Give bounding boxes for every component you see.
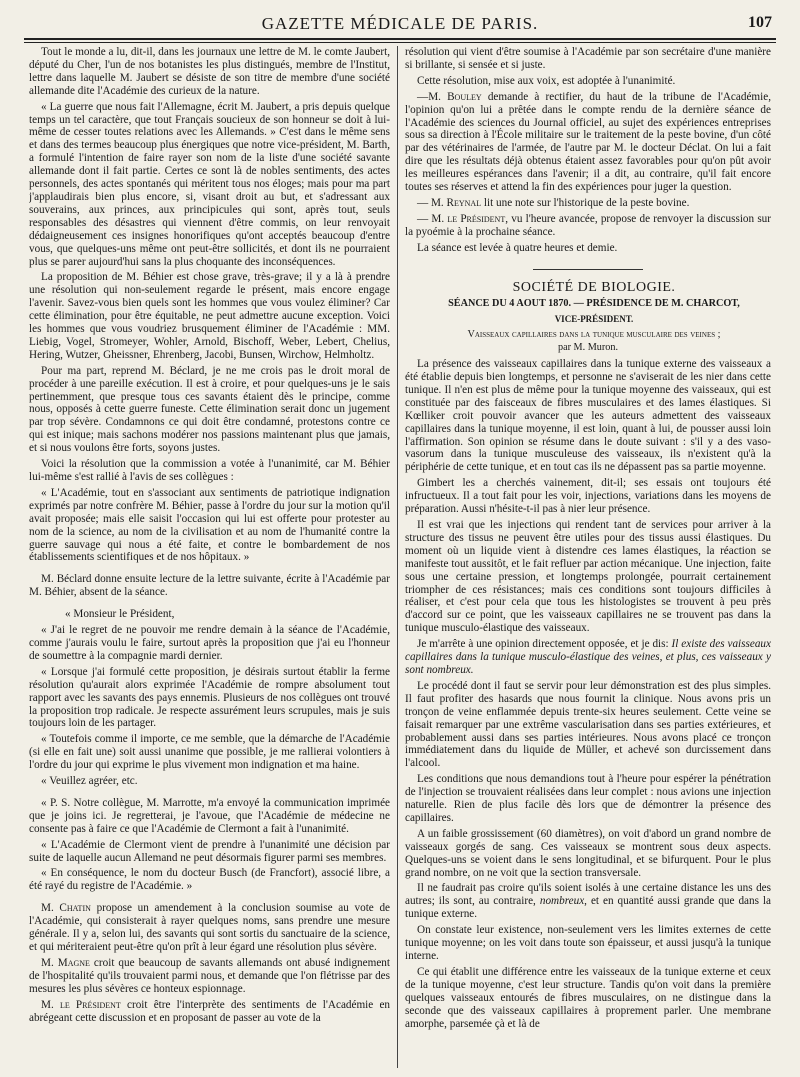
paragraph: La présence des vaisseaux capillaires dans la tunique externe des vaisseaux a été établie depuis bien longtemps, et personne ne s'aviserait de les nier dans cette tunique. Il n'en est plus de même pour la tunique moyenne des vaisseaux, qui est constituée par des faisceaux de fibres musculaires et des lames élastiques. Si Kœlliker croit pouvoir avancer que les auteurs admettent des vaisseaux capillaires dans la tunique moyenne, il est loin, quant à lui, de pousser aussi loin l'affirmation. Son opinion se résume dans le doute suivant : s'il y a des vaso-vasorum dans la tunique musculeuse des vaisseaux, ils n'existent qu'à la périphérie de cette tunique, et en tout cas ils ne dépassent pas sa partie moyenne. [405,358,771,474]
letter-paragraph: « Toutefois comme il importe, ce me semble, que la démarche de l'Académie (si elle en fait une) soit aussi unanime que possible, je me rallierai volontiers à l'ordre du jour qui exprime le plus vivement mon indignation et ma haine. [29,733,390,772]
right-column [405,46,771,1068]
vice-president-line: VICE-PRÉSIDENT. [554,314,634,325]
paragraph-text: , vu l'heure avancée, propose de renvoyer la discussion sur la pyoémie à la prochaine séance. [405,212,771,238]
letter-closing: « Veuillez agréer, etc. [41,775,138,788]
paragraph: résolution qui vient d'être soumise à l'Académie par son secrétaire d'une manière si brillante, si sensée et si juste. [405,46,771,71]
speaker-name: —M. Bouley [417,90,482,103]
article-title [405,329,771,355]
paragraph-text: Je m'arrête à une opinion directement opposée, et je dis: [417,638,672,651]
paragraph: « La guerre que nous fait l'Allemagne, écrit M. Jaubert, a pris depuis quelque temps un tel caractère, que tout Français soucieux de son honneur se doit à lui-même de cesser toutes relations avec les Allemands. » C'est dans le même sens et dans des termes beaucoup plus énergiques que notre vice-président, M. Barth, a formulé l'intention de faire rayer son nom de la liste d'une société savante allemande dont il fait partie. Certes ce sont là de nobles sentiments, des actes personnels, des actes spontanés qui méritent tous nos éloges; mais pour ma part j'applaudirais bien plus encore, si, visant droit au but, et s'adressant aux souverains, aux princes, aux principicules qui sont, après tout, seuls responsables des désastres qui viennent d'être commis, on leur renvoyait dédaigneusement ces insignes honorifiques qu'ont acceptés beaucoup d'entre vous, que quelques-uns même ont peut-être sollicités, et dont ils ne pourraient plus se parer aujourd'hui sans la plus choquante des inconséquences. [29,100,390,268]
paragraph: Les conditions que nous demandions tout à l'heure pour espérer la pénétration de l'injection se trouvaient réalisées dans leur complet : nous avions une injection naturelle. Rien de plus facile dès lors que de démontrer la présence des capillaires. [405,773,771,824]
paragraph-text: , et en quantité aussi grande que dans la tunique externe. [405,895,771,921]
session-line: SÉANCE DU 4 AOUT 1870. — PRÉSIDENCE DE M. CHARCOT, [448,297,740,309]
speaker-name: M. le Président [41,998,121,1011]
quoted-resolution: « L'Académie, tout en s'associant aux sentiments de patriotique indignation exprimés par notre confrère M. Béhier, passe à l'ordre du jour sur la motion qu'il avait proposée; mais elle saisit l'occasion qui lui est offerte pour protester au nom de la science, au nom de la civilisation et au nom de l'humanité contre la guerre sauvage qui nous a été faite, et contre le bombardement de nos établissements scientifiques et de nos hôpitaux. » [29,486,390,564]
paragraph-text: lit une note sur l'historique de la peste bovine. [481,196,690,209]
letter-paragraph: « L'Académie de Clermont vient de prendre à l'unanimité une décision par suite de laquelle aucun Allemand ne peut désormais figurer parmi ses membres. [29,838,390,864]
paragraph: La proposition de M. Béhier est chose grave, très-grave; il y a là à prendre une résolution qui non-seulement regarde le présent, mais encore engage l'avenir. Savez-vous bien quels sont les hommes que vous voulez éliminer? Car cette élimination, pour être équitable, ne peut admettre aucune exception. Voici les hommes que vous voudriez brusquement éliminer de l'Académie : MM. Liebig, Vogel, Stromeyer, Wohler, Arnold, Bischoff, Weber, Lebert, Chelius, Hering, Wutzer, Gheissner, Ehrenberg, Jacobi, Bunsen, Wirchow, Helmholtz. [29,271,390,361]
letter-paragraph: « J'ai le regret de ne pouvoir me rendre demain à la séance de l'Académie, comme j'aurais voulu le faire, surtout après la proposition que j'ai eu l'honneur de soumettre à la compagnie mardi dernier. [29,624,390,662]
paragraph [29,999,390,1025]
left-column [29,46,390,1068]
header-rule-thin [24,42,776,43]
paragraph-text: propose un amendement à la conclusion soumise au vote de l'Académie, qui consisterait à rayer quelques noms, sans prendre une mesure générale. Il y a, selon lui, des savants qui sont sortis du sanctuaire de la science, et qui mériteraient peut-être qu'on prît à leur égard une résolution plus sévère. [29,902,390,953]
paragraph: A un faible grossissement (60 diamètres), on voit d'abord un grand nombre de vaisseaux gorgés de sang. Ces vaisseaux se montrent sous deux aspects. Quelques-uns se voient dans le sens longitudinal, et se bifurquent. Pour le plus grand nombre, on ne voit que la section transversale. [405,827,771,879]
paragraph: Il est vrai que les injections qui rendent tant de services pour arriver à la structure des tissus ne peuvent être utiles pour des tissus aussi élastiques. Du moment où un liquide vient à distendre ces lames élastiques, la réaction se manifeste tout aussitôt, et le fait refluer par action mécanique. Une injection, faite sous une certaine pression, et longtemps prolongée, pourrait certainement triompher de ces résistances; mais ces conditions sont toujours difficiles à réaliser, et c'est pour cela que tous les histologistes se trouvent à peu près d'accord sur ce point, que les vaisseaux capillaires ne se trouvent pas dans la tunique musculo-élastique des vaisseaux. [405,519,771,635]
paragraph: Voici la résolution que la commission a votée à l'unanimité, car M. Béhier lui-même s'est rallié à l'avis de ses collègues : [29,458,390,483]
paragraph [405,638,771,677]
article-title-text: Vaisseaux capillaires dans la tunique musculaire des veines ; [467,329,721,341]
article-author: par M. Muron. [558,342,618,354]
paragraph: On constate leur existence, non-seulement vers les limites externes de cette tunique moyenne; on les voit dans toute son épaisseur, et aussi jusqu'à la tunique interne. [405,924,771,962]
paragraph [405,197,771,210]
letter-paragraph: « Lorsque j'ai formulé cette proposition, je désirais surtout établir la ferme résolution qu'aurait alors exprimée l'Académie de rompre absolument tout rapport avec les savants des pays ennemis. Plusieurs de nos collègues ont trouvé la proposition trop radicale. Je respecte assurément leurs scrupules, mais je suis toujours loin de les partager. [29,665,390,730]
paragraph: Le procédé dont il faut se servir pour leur démonstration est des plus simples. Il faut profiter des hasards que nous fournit la clinique. Nous avons pris un tronçon de veine enflammée depuis trente-six heures seulement. Cette veine se faisait remarquer par une extrême vascularisation dans ses parties extérieures, et probablement aussi dans ses parties intérieures. Nous avons placé ce tronçon immédiatement dans du liquide de Müller, et achevé son durcissement dans l'alcool. [405,679,771,770]
column-divider [397,46,398,1068]
paragraph [405,91,771,194]
page-number: 107 [748,14,772,31]
paragraph: Gimbert les a cherchés vainement, dit-il; ses essais ont toujours été infructueux. Il a tout fait pour les voir, injections, variations dans les moyens de préparation. Aussi n'hésite-t-il pas à nier leur présence. [405,477,771,516]
paragraph-text: Il ne faudrait pas croire qu'ils soient isolés à une certaine distance les uns des autres; ils sont, au contraire, [405,882,771,908]
speaker-name: M. Magne [41,956,90,969]
header-rule-thick [24,38,776,40]
paragraph [405,882,771,921]
running-header [24,12,776,36]
section-title: SOCIÉTÉ DE BIOLOGIE. [512,279,676,295]
paragraph: Ce qui établit une différence entre les vaisseaux de la tunique externe et ceux de la tunique moyenne, c'est leur structure. Tandis qu'on voit dans la première quelques vaisseaux entourés de fibres musculaires, on ne distingue dans la seconde que des vaisseaux capillaires à proprement parler. Une membrane amorphe, parsemée çà et là de [405,965,771,1030]
emphasis-text: Il existe des vaisseaux capillaires dans la tunique musculo-élastique des veines, et plus, ces vaisseaux y sont nombreux. [405,638,771,676]
paragraph [29,902,390,954]
journal-title: GAZETTE MÉDICALE DE PARIS. [261,14,539,33]
paragraph [405,213,771,239]
paragraph-text: demande à rectifier, du haut de la tribune de l'Académie, l'opinion qu'on lui a prêtée dans le compte rendu de la dernière séance de l'Académie des sciences du Journal officiel, au sujet des expériences entreprises sous sa direction à l'École militaire sur le traitement de la peste bovine, d'un côté par des vétérinaires de l'armée, de l'autre par M. le docteur Déclat. On lui a fait dire que les résultats déjà obtenus étaient assez favorables pour qu'on pût avoir les meilleures espérances dans l'avenir; il a dit, au contraire, qu'il fait encore toutes ses réserves et attend la fin des expériences pour juger la question. [405,90,771,194]
paragraph-text: croit que beaucoup de savants allemands ont abusé indignement de l'hospitalité qu'ils trouvaient parmi nous, et demande que l'on flétrisse par des mesures les plus sévères ce honteux espionnage. [29,956,390,995]
paragraph: Cette résolution, mise aux voix, est adoptée à l'unanimité. [417,74,676,87]
letter-postscript: « P. S. Notre collègue, M. Marrotte, m'a envoyé la communication imprimée que je joins ici. Je regretterai, je l'avoue, que l'Académie de médecine ne consente pas à faire ce que l'Académie de Clermont a fait à l'unanimité. [29,796,390,835]
letter-paragraph: « En conséquence, le nom du docteur Busch (de Francfort), associé libre, a été rayé du registre de l'Académie. » [29,867,390,893]
paragraph: Pour ma part, reprend M. Béclard, je ne me crois pas le droit moral de procéder à une pareille exécution. Il est à croire, et pour quelques-uns je le sais pertinemment, que presque tous ces savants étaient dès le principe, comme nous, opposés à cette guerre funeste. Cette élimination serait donc un jugement par trop sévère. Condamnons ce qui doit être condamné, protestons contre ce qui est inique; mais sachons modérer nos passions maintenant plus que jamais, et si nous voulons être forts, soyons justes. [29,364,390,455]
section-separator [533,269,643,270]
paragraph [29,957,390,996]
speaker-name: — M. le Président [417,212,506,225]
speaker-name: M. Chatin [41,902,91,915]
paragraph: La séance est levée à quatre heures et demie. [417,241,618,254]
speaker-name: — M. Reynal [417,196,482,209]
paragraph: Tout le monde a lu, dit-il, dans les journaux une lettre de M. le comte Jaubert, député du Cher, l'un de nos botanistes les plus distingués, membre de l'Institut, lettre dans laquelle M. Jaubert se désiste de son titre de membre d'une société allemande dite l'Académie des curieux de la nature. [29,46,390,97]
letter-salutation: « Monsieur le Président, [65,608,175,621]
emphasis-text: nombreux [539,895,585,908]
paragraph-text: croit être l'interprète des sentiments de l'Académie en abrégeant cette discussion et en proposant de passer au vote de la [29,998,390,1024]
paragraph: M. Béclard donne ensuite lecture de la lettre suivante, écrite à l'Académie par M. Béhier, absent de la séance. [29,573,390,599]
